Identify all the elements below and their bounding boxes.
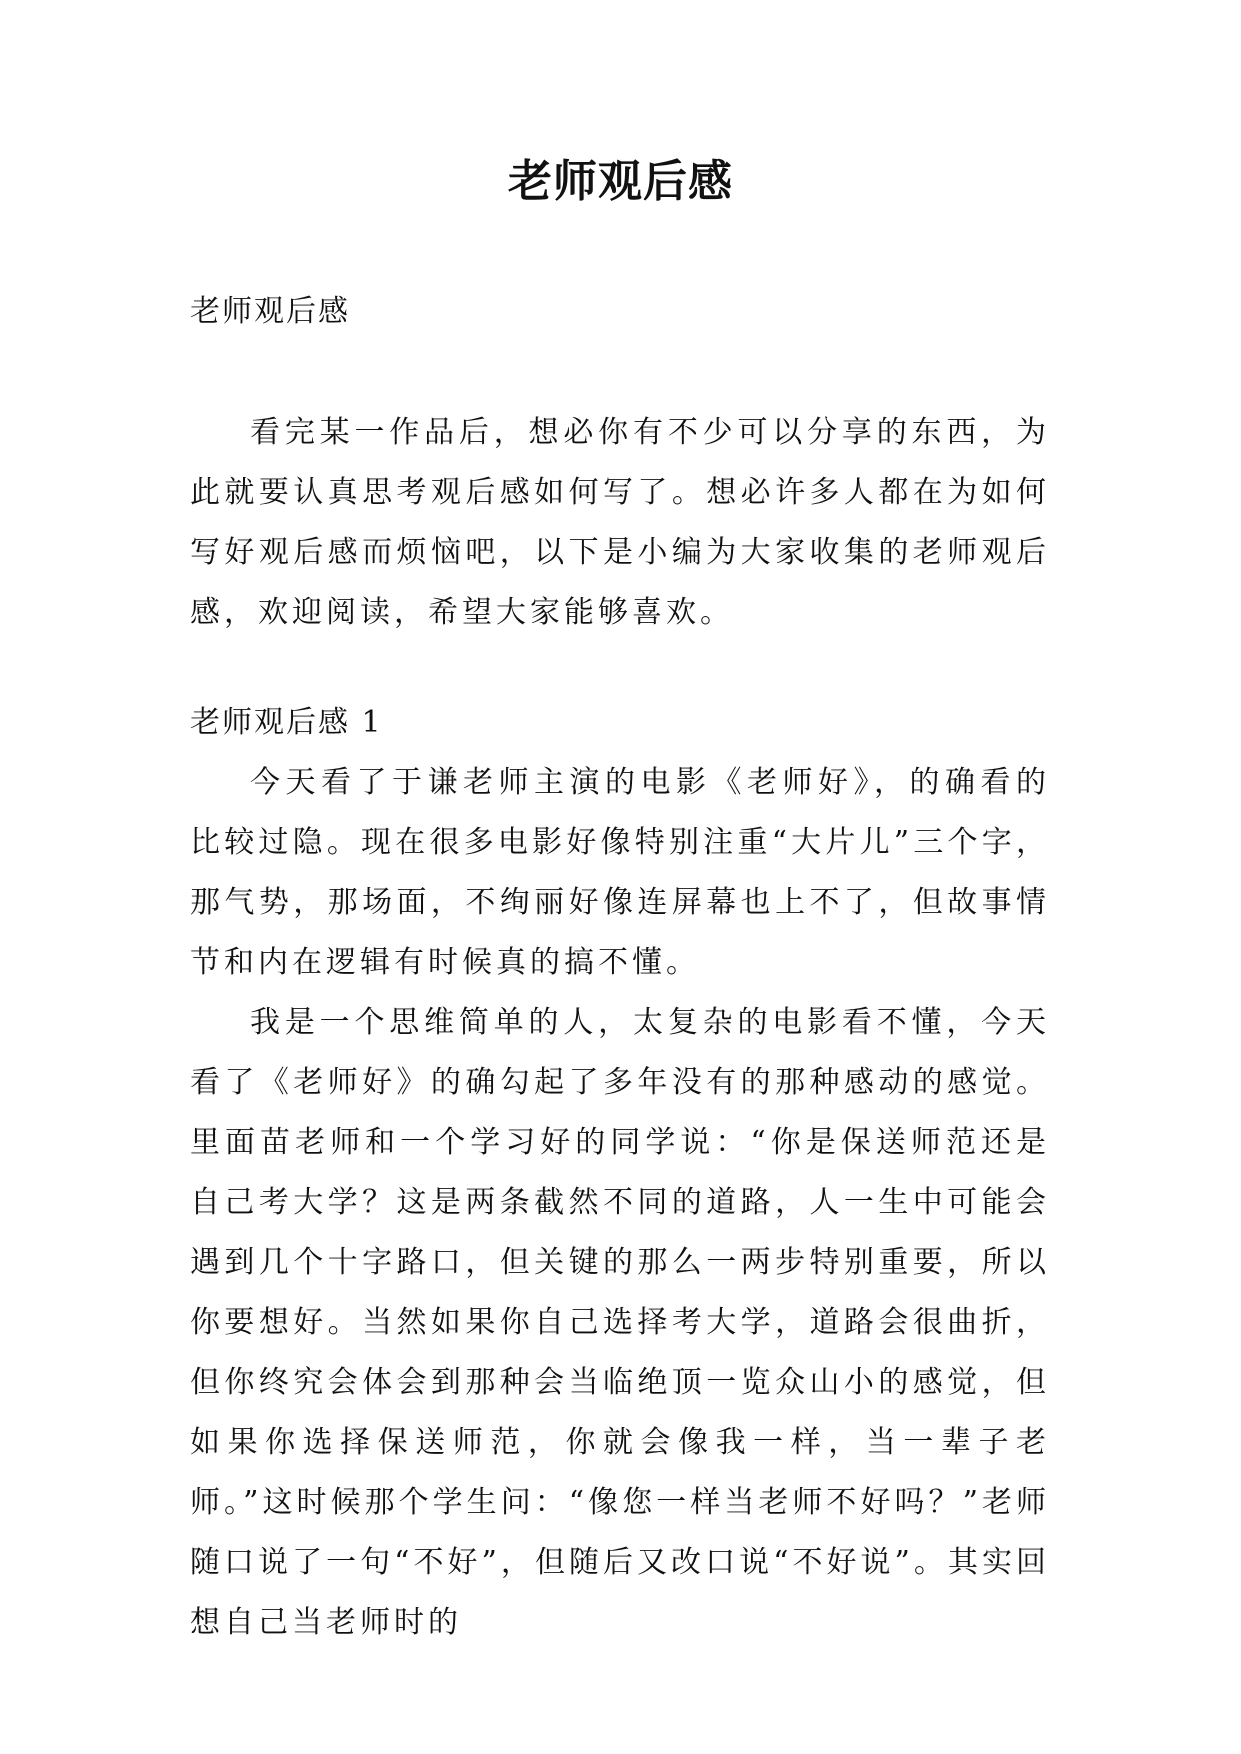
intro-section	[190, 403, 1050, 643]
section-1	[190, 693, 1050, 1653]
section-1-paragraph: 我是一个思维简单的人，太复杂的电影看不懂，今天看了《老师好》的确勾起了多年没有的那种感动的感觉。里面苗老师和一个学习好的同学说：“你是保送师范还是自己考大学？这是两条截然不同的道路，人一生中可能会遇到几个十字路口，但关键的那么一两步特别重要，所以你要想好。当然如果你自己选择考大学，道路会很曲折，但你终究会体会到那种会当临绝顶一览众山小的感觉，但如果你选择保送师范，你就会像我一样，当一辈子老师。”这时候那个学生问：“像您一样当老师不好吗？”老师随口说了一句“不好”，但随后又改口说“不好说”。其实回想自己当老师时的	[190, 1005, 1050, 1640]
document-subtitle: 老师观后感	[190, 294, 350, 329]
intro-paragraph: 看完某一作品后，想必你有不少可以分享的东西，为此就要认真思考观后感如何写了。想必许多人都在为如何写好观后感而烦恼吧，以下是小编为大家收集的老师观后感，欢迎阅读，希望大家能够喜欢。	[190, 415, 1050, 630]
section-1-paragraph: 今天看了于谦老师主演的电影《老师好》，的确看的比较过隐。现在很多电影好像特别注重“大片儿”三个字，那气势，那场面，不绚丽好像连屏幕也上不了，但故事情节和内在逻辑有时候真的搞不懂。	[190, 765, 1050, 980]
document-title: 老师观后感	[508, 156, 733, 207]
section-1-heading: 老师观后感 1	[190, 705, 383, 740]
